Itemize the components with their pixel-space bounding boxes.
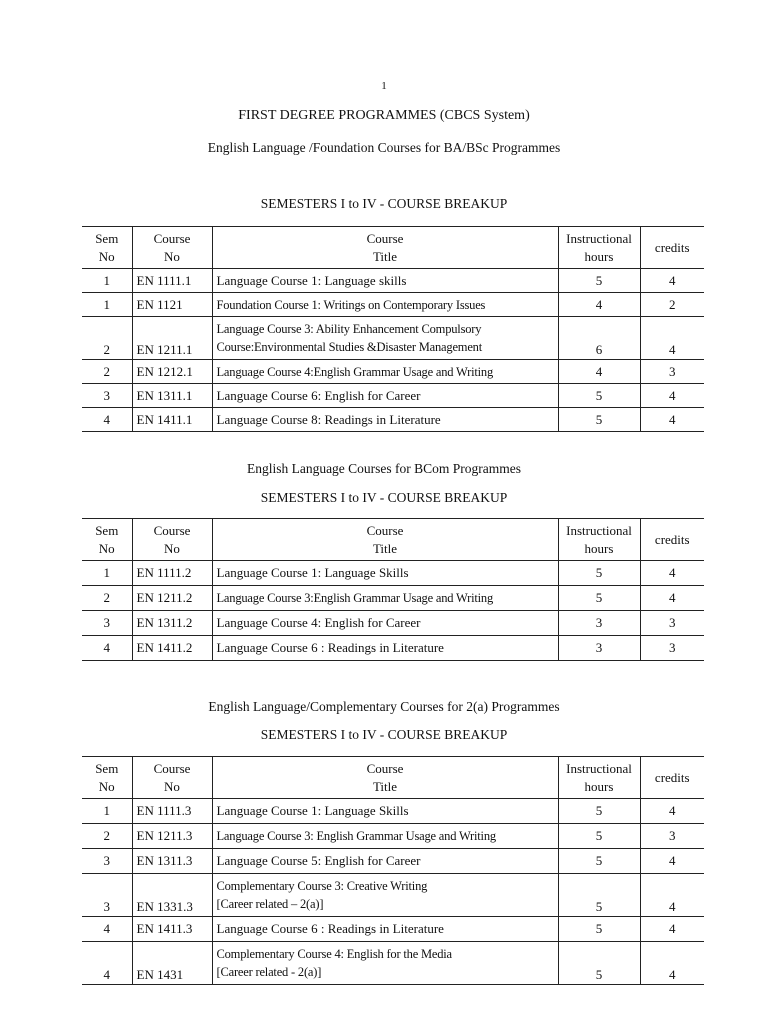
sem-cell: 1 (82, 293, 132, 317)
course-title-cell: Complementary Course 4: English for the Media [Career related - 2(a)] (212, 942, 558, 985)
hours-cell: 3 (558, 611, 640, 636)
table-row (82, 408, 704, 432)
table-row (82, 293, 704, 317)
credits-cell: 4 (669, 387, 676, 403)
header-sem-no: Sem No (82, 227, 132, 269)
hours-cell: 4 (558, 360, 640, 384)
credits-cell: 3 (669, 640, 676, 655)
hours-cell: 5 (558, 824, 640, 849)
course-title-cell: Language Course 6 : Readings in Literature (212, 636, 558, 661)
course-title-cell: Language Course 4: English for Career (212, 611, 558, 636)
header-course-title: Course Title (212, 227, 558, 269)
course-title-cell: Language Course 3:English Grammar Usage and Writing (212, 586, 558, 611)
course-title-cell: Language Course 1: Language Skills (212, 799, 558, 824)
credits-cell: 4 (669, 921, 676, 936)
hours-cell: 5 (558, 917, 640, 942)
table-header-row (82, 519, 704, 561)
sem-cell: 2 (82, 824, 132, 849)
sem-cell: 3 (82, 874, 132, 917)
course-code-cell: EN 1331.3 (132, 874, 212, 917)
credits-cell: 4 (669, 853, 676, 868)
hours-cell: 4 (558, 293, 640, 317)
course-code-cell: EN 1121 (132, 293, 212, 317)
hours-cell: 5 (558, 408, 640, 432)
credits-cell: 4 (669, 967, 676, 982)
sem-cell: 2 (82, 360, 132, 384)
table-row (82, 360, 704, 384)
course-code-cell: EN 1212.1 (132, 360, 212, 384)
course-title-cell: Foundation Course 1: Writings on Contemporary Issues (212, 293, 558, 317)
course-code-cell: EN 1111.3 (132, 799, 212, 824)
course-title-cell: Language Course 3: Ability Enhancement Compulsory Course:Environmental Studies &Disaster Management (212, 317, 558, 360)
hours-cell: 5 (558, 874, 640, 917)
credits-cell: 4 (669, 411, 676, 427)
course-title-cell: Language Course 4:English Grammar Usage and Writing (212, 360, 558, 384)
credits-cell: 4 (669, 272, 676, 288)
sem-cell: 1 (82, 269, 132, 293)
course-code-cell: EN 1211.3 (132, 824, 212, 849)
course-code-cell: EN 1311.2 (132, 611, 212, 636)
course-title-cell: Language Course 1: Language skills (212, 269, 558, 293)
credits-cell: 4 (669, 565, 676, 580)
table-row (82, 824, 704, 849)
header-instructional-hours: Instructional hours (558, 227, 640, 269)
section2-breakup-heading: SEMESTERS I to IV - COURSE BREAKUP (260, 490, 508, 505)
credits-cell: 4 (669, 803, 676, 818)
table-row (82, 942, 704, 985)
credits-cell: 3 (669, 828, 676, 843)
credits-cell: 4 (669, 590, 676, 605)
table-row (82, 317, 704, 360)
table-row (82, 849, 704, 874)
sem-cell: 4 (82, 942, 132, 985)
section3-breakup-heading: SEMESTERS I to IV - COURSE BREAKUP (260, 727, 508, 742)
course-table-2a (82, 756, 704, 985)
header-credits: credits (654, 769, 690, 785)
hours-cell: 5 (558, 799, 640, 824)
hours-cell: 5 (558, 561, 640, 586)
credits-cell: 2 (669, 296, 676, 312)
header-course-no: Course No (132, 757, 212, 799)
sem-cell: 1 (82, 561, 132, 586)
course-code-cell: EN 1411.1 (132, 408, 212, 432)
header-sem-no: Sem No (82, 757, 132, 799)
header-course-title: Course Title (212, 519, 558, 561)
course-title-cell: Language Course 3: English Grammar Usage and Writing (212, 824, 558, 849)
section3-heading: English Language/Complementary Courses for 2(a) Programmes (208, 699, 560, 714)
credits-cell: 3 (669, 363, 676, 379)
table-row (82, 384, 704, 408)
credits-cell: 3 (669, 615, 676, 630)
course-code-cell: EN 1211.2 (132, 586, 212, 611)
credits-cell: 4 (669, 342, 676, 357)
header-instructional-hours: Instructional hours (558, 519, 640, 561)
hours-cell: 5 (558, 586, 640, 611)
hours-cell: 5 (558, 384, 640, 408)
table-row (82, 586, 704, 611)
table-row (82, 611, 704, 636)
header-instructional-hours: Instructional hours (558, 757, 640, 799)
header-credits: credits (654, 239, 690, 255)
course-code-cell: EN 1311.1 (132, 384, 212, 408)
course-title-cell: Language Course 6 : Readings in Literature (212, 917, 558, 942)
course-code-cell: EN 1211.1 (132, 317, 212, 360)
page-number: 1 (381, 80, 387, 92)
course-code-cell: EN 1411.3 (132, 917, 212, 942)
hours-cell: 5 (558, 269, 640, 293)
course-table-bcom (82, 518, 704, 661)
document-subtitle: English Language /Foundation Courses for BA/BSc Programmes (207, 140, 561, 155)
course-code-cell: EN 1311.3 (132, 849, 212, 874)
sem-cell: 4 (82, 917, 132, 942)
hours-cell: 5 (558, 942, 640, 985)
course-title-cell: Language Course 5: English for Career (212, 849, 558, 874)
hours-cell: 6 (558, 317, 640, 360)
table-row (82, 561, 704, 586)
header-course-no: Course No (132, 519, 212, 561)
table-row (82, 799, 704, 824)
table-row (82, 917, 704, 942)
header-course-no: Course No (132, 227, 212, 269)
course-code-cell: EN 1431 (132, 942, 212, 985)
section2-heading: English Language Courses for BCom Programmes (246, 461, 522, 476)
course-code-cell: EN 1411.2 (132, 636, 212, 661)
hours-cell: 3 (558, 636, 640, 661)
course-code-cell: EN 1111.1 (132, 269, 212, 293)
section1-breakup-heading: SEMESTERS I to IV - COURSE BREAKUP (260, 196, 508, 211)
course-code-cell: EN 1111.2 (132, 561, 212, 586)
course-title-cell: Language Course 1: Language Skills (212, 561, 558, 586)
table-row (82, 874, 704, 917)
sem-cell: 4 (82, 408, 132, 432)
credits-cell: 4 (669, 899, 676, 914)
table-header-row (82, 227, 704, 269)
sem-cell: 2 (82, 586, 132, 611)
hours-cell: 5 (558, 849, 640, 874)
sem-cell: 2 (82, 317, 132, 360)
course-title-cell: Language Course 8: Readings in Literature (212, 408, 558, 432)
course-title-cell: Language Course 6: English for Career (212, 384, 558, 408)
course-title-cell: Complementary Course 3: Creative Writing [Career related – 2(a)] (212, 874, 558, 917)
header-credits: credits (654, 531, 690, 547)
course-table-ba-bsc (82, 226, 704, 432)
sem-cell: 3 (82, 849, 132, 874)
header-sem-no: Sem No (82, 519, 132, 561)
sem-cell: 4 (82, 636, 132, 661)
sem-cell: 1 (82, 799, 132, 824)
table-row (82, 269, 704, 293)
table-row (82, 636, 704, 661)
sem-cell: 3 (82, 384, 132, 408)
table-header-row (82, 757, 704, 799)
sem-cell: 3 (82, 611, 132, 636)
document-title: FIRST DEGREE PROGRAMMES (CBCS System) (238, 108, 530, 123)
header-course-title: Course Title (212, 757, 558, 799)
